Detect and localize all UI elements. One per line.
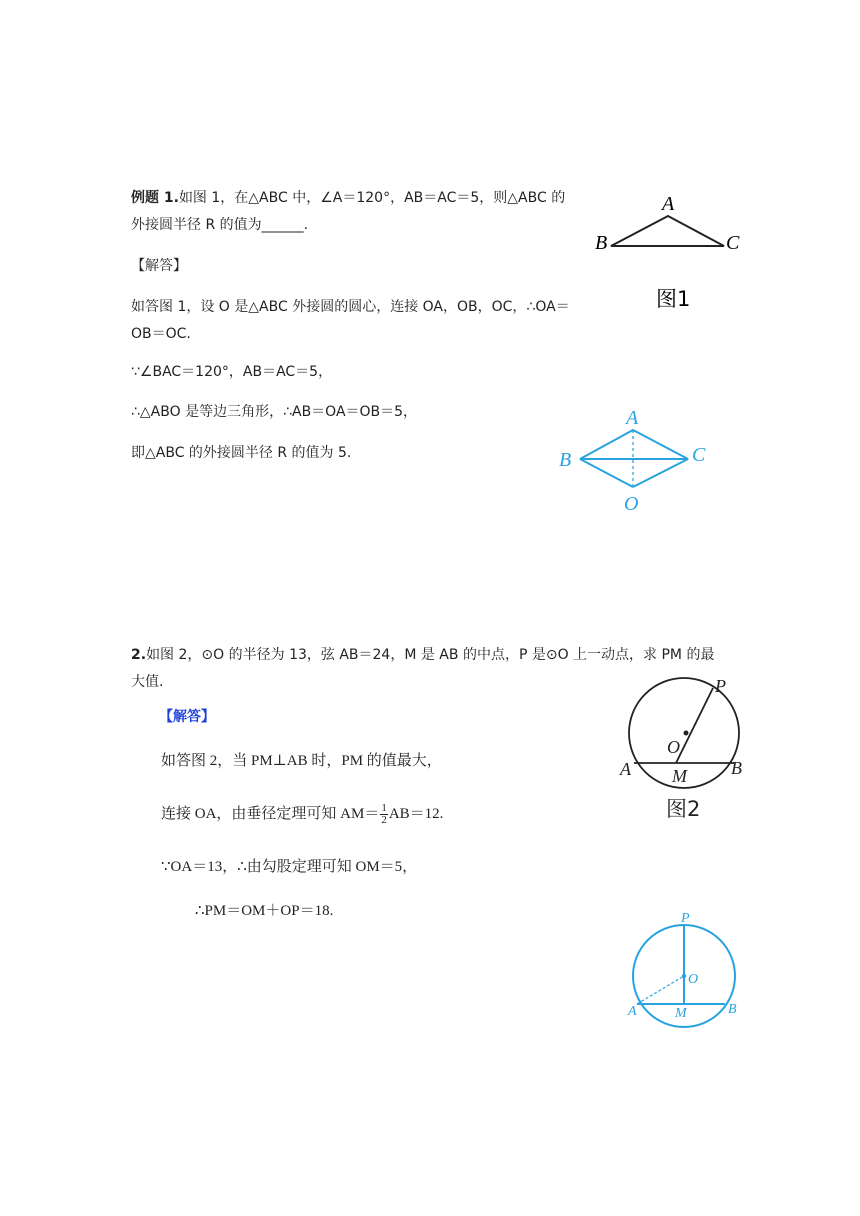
fig2-label-a: A — [620, 759, 631, 779]
problem1-answer-heading: 【解答】 — [131, 258, 187, 274]
fig2-label-o: O — [667, 737, 680, 757]
fig2-segment-pm — [676, 688, 713, 763]
afig1-triangle — [580, 430, 688, 459]
afig1-label-o: O — [624, 493, 639, 515]
problem1-solution-4: ∴△ABO 是等边三角形，∴AB＝OA＝OB＝5， — [131, 404, 418, 420]
fig2-center-dot — [684, 731, 689, 736]
fig2-circle — [629, 678, 739, 788]
problem2-solution-1: 如答图 2，当 PM⊥AB 时，PM 的值最大， — [161, 753, 442, 769]
fig1-caption: 图1 — [656, 287, 691, 311]
problem2-prefix: 2. — [131, 647, 147, 663]
problem1-line1 — [131, 188, 565, 208]
one-half-fraction — [380, 803, 388, 826]
fig2-label-m: M — [672, 766, 687, 786]
problem2-solution-2-pre: 连接 OA，由垂径定理可知 AM＝ — [161, 805, 380, 822]
problem2-solution-3: ∵OA＝13，∴由勾股定理可知 OM＝5， — [161, 859, 418, 875]
afig2-label-o: O — [688, 972, 699, 987]
problem2-solution-2-post: AB＝12. — [388, 805, 444, 822]
fig2-label-b: B — [731, 758, 742, 778]
afig2-label-a: A — [628, 1004, 637, 1019]
problem1-prefix: 例题 1. — [131, 190, 179, 206]
problem1-solution-1: 如答图 1，设 O 是△ABC 外接圆的圆心，连接 OA，OB，OC，∴OA＝ — [131, 299, 570, 315]
afig2-circle — [633, 925, 735, 1027]
afig2-center-dot — [682, 974, 686, 978]
afig1-segment-ob — [580, 459, 633, 487]
problem2-question: 如图 2，⊙O 的半径为 13，弦 AB＝24，M 是 AB 的中点，P 是⊙O 上一动点，求 PM 的最 — [146, 647, 715, 663]
afig2-label-b: B — [728, 1002, 737, 1017]
fig1-label-c: C — [726, 232, 740, 254]
fig1-label-a: A — [662, 193, 675, 215]
afig1-label-c: C — [692, 444, 706, 466]
fig2-caption: 图2 — [666, 797, 701, 821]
fig1-triangle — [611, 216, 724, 246]
problem2-solution-2 — [161, 803, 443, 826]
problem2-solution-4: ∴PM＝OM＋OP＝18. — [195, 903, 334, 919]
fraction-denominator: 2 — [381, 814, 387, 826]
problem1-question: 如图 1，在△ABC 中，∠A＝120°，AB＝AC＝5，则△ABC 的 — [178, 190, 566, 206]
problem2-answer-heading: 【解答】 — [159, 709, 215, 725]
afig2-label-m: M — [675, 1006, 687, 1021]
fraction-numerator: 1 — [381, 802, 387, 814]
problem1-solution-5: 即△ABC 的外接圆半径 R 的值为 5. — [131, 445, 352, 461]
problem1-solution-2: OB＝OC. — [131, 326, 191, 342]
problem1-line2: 外接圆半径 R 的值为______. — [131, 217, 309, 233]
fig1-label-b: B — [595, 232, 608, 254]
afig2-segment-oa — [637, 976, 684, 1004]
afig1-label-b: B — [559, 449, 572, 471]
afig1-label-a: A — [626, 407, 639, 429]
fig2-label-p: P — [715, 676, 726, 696]
afig1-segment-oc — [633, 459, 688, 487]
problem2-line2: 大值. — [131, 674, 164, 690]
problem2-line1 — [131, 645, 714, 665]
afig2-label-p: P — [681, 911, 690, 926]
problem1-solution-3: ∵∠BAC＝120°，AB＝AC＝5， — [131, 364, 333, 380]
